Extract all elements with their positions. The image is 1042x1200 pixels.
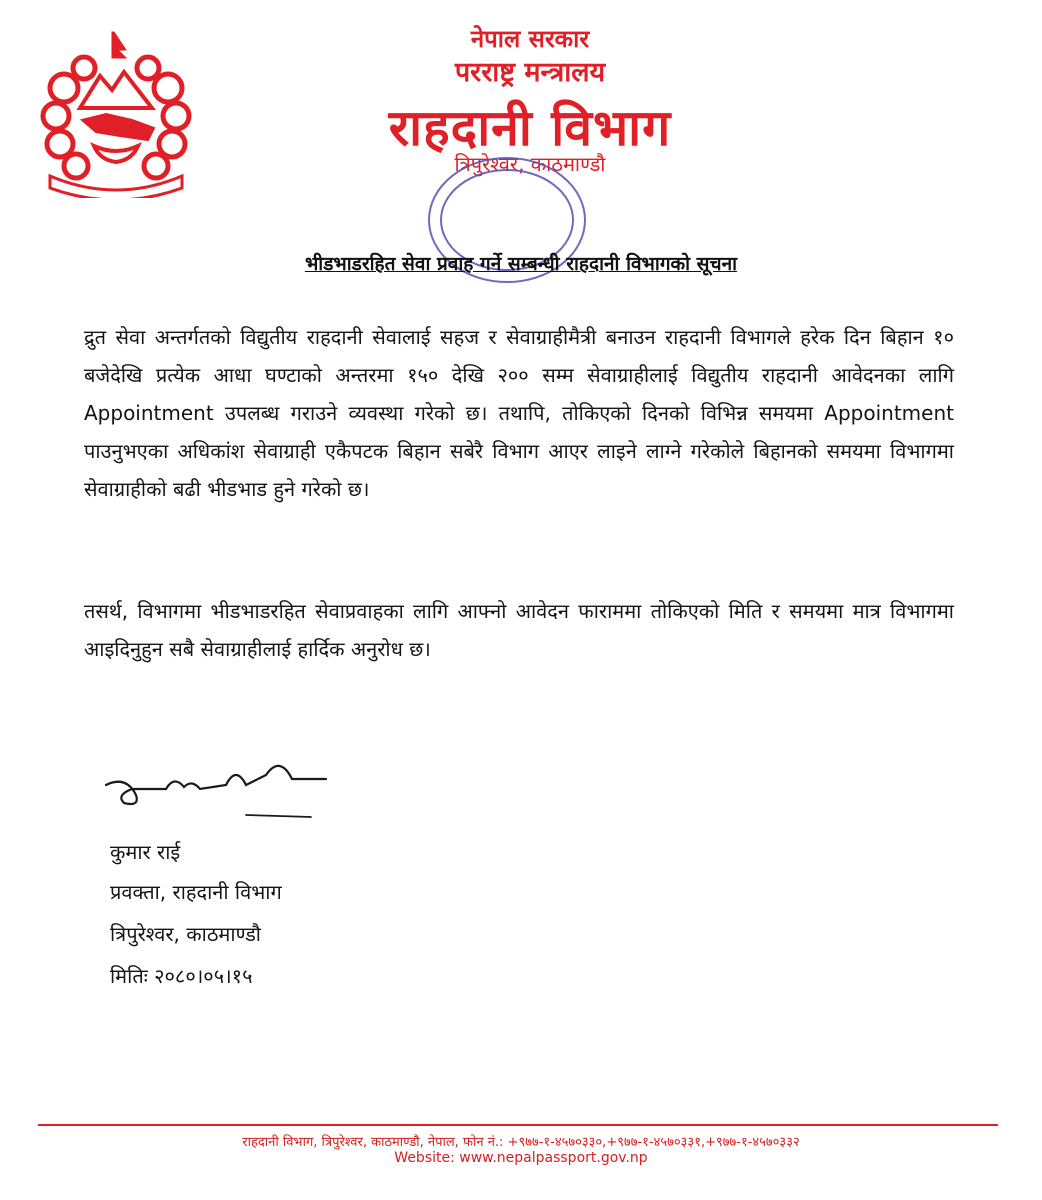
signatory-title: प्रवक्ता, राहदानी विभाग	[110, 880, 282, 904]
footer-divider	[38, 1124, 998, 1126]
notice-title: भीडभाडरहित सेवा प्रवाह गर्ने सम्बन्धी राहदानी विभागको सूचना	[304, 253, 738, 275]
notice-paragraph: तसर्थ, विभागमा भीडभाडरहित सेवाप्रवाहका लागि आफ्नो आवेदन फाराममा तोकिएको मिति र समयमा मात्र विभागमा आइदिनुहुन सबै सेवाग्राहीलाई हार्दिक अनुरोध छ।	[84, 599, 954, 661]
government-name: नेपाल सरकार	[470, 25, 590, 53]
ministry-name: परराष्ट्र मन्त्रालय	[454, 57, 606, 88]
signatory-address: त्रिपुरेश्वर, काठमाण्डौ	[110, 922, 261, 946]
footer-contact: राहदानी विभाग, त्रिपुरेश्वर, काठमाण्डौ, नेपाल, फोन नं.: +९७७-१-४५७०३३०,+९७७-१-४५७०३३१,+९७७-१-४५७०३३२	[242, 1135, 800, 1150]
signatory-name: कुमार राई	[110, 840, 181, 864]
signature-icon	[96, 745, 336, 835]
footer-website-link[interactable]: Website: www.nepalpassport.gov.np	[394, 1150, 648, 1166]
notice-paragraph: द्रुत सेवा अन्तर्गतको विद्युतीय राहदानी सेवालाई सहज र सेवाग्राहीमैत्री बनाउन राहदानी विभागले हरेक दिन बिहान १० बजेदेखि प्रत्येक आधा घण्टाको अन्तरमा १५० देखि २०० सम्म सेवाग्राहीलाई विद्युतीय राहदानी आवेदनका लागि Appointment उपलब्ध गराउने व्यवस्था गरेको छ। तथापि, तोकिएको दिनको विभिन्न समयमा Appointment पाउनुभएका अधिकांश सेवाग्राही एकैपटक बिहान सबेरै विभाग आएर लाइने लाग्ने गरेकोले बिहानको समयमा विभागमा सेवाग्राहीको बढी भीडभाड हुने गरेको छ।	[84, 325, 954, 501]
nepal-emblem-icon	[36, 28, 196, 198]
department-address: त्रिपुरेश्वर, काठमाण्डौ	[454, 152, 606, 176]
notice-date: मितिः २०८०।०५।१५	[110, 964, 253, 988]
department-name: राहदानी विभाग	[388, 99, 672, 157]
